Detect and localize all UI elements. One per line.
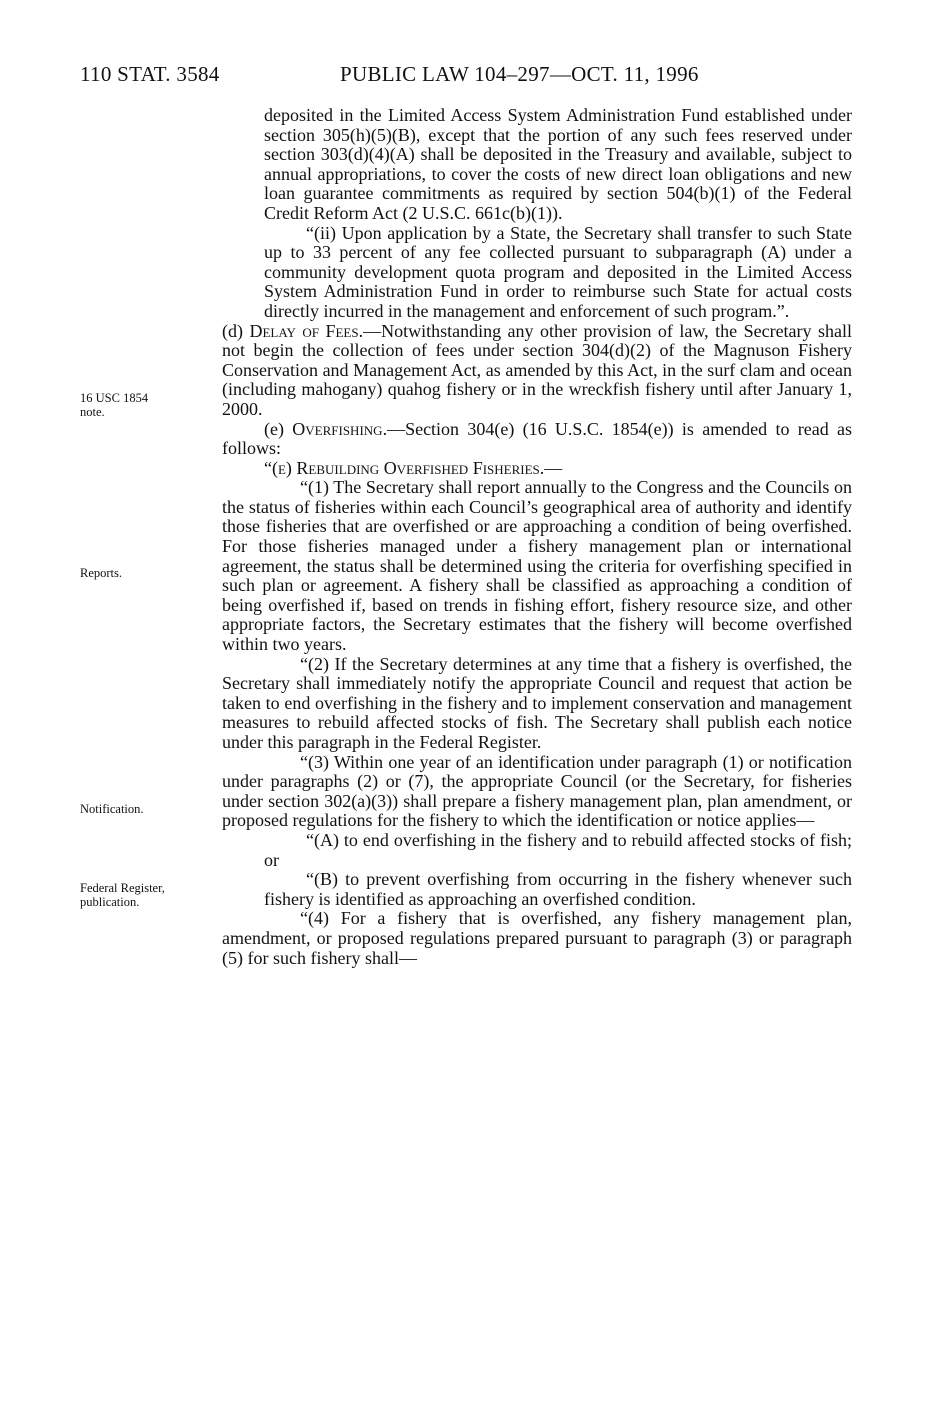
paragraph-3A: “(A) to end overfishing in the fishery and to rebuild affected stocks of fish; or — [264, 829, 852, 870]
paragraph-delay-of-fees — [222, 322, 852, 420]
subsection-d-label: (d) — [222, 320, 243, 341]
subsection-d-heading: Delay of Fees — [249, 320, 359, 341]
subsection-e-text: .—Section 304(e) (16 U.S.C. 1854(e)) is amended to read as follows: — [222, 418, 852, 459]
margin-note-fedreg-line2: publication. — [80, 895, 140, 909]
margin-note-notification: Notification. — [80, 802, 144, 816]
paragraph-2-notification: “(2) If the Secretary determines at any time that a fishery is overfished, the Secretary shall immediately notify the appropriate Council and request that action be taken to end overfishing in the fishery and to implement conservation and management measures to rebuild affected stocks of fish. The Secretary shall publish each notice under this paragraph in the Federal Register. — [222, 653, 852, 752]
margin-note-usc — [80, 391, 215, 419]
margin-note-usc-line1: 16 USC 1854 — [80, 391, 149, 405]
stat-page-number: 110 STAT. 3584 — [80, 62, 220, 86]
heading-rebuilding-overfished-fisheries: “(e) Rebuilding Overfished Fisheries.— — [264, 457, 563, 478]
margin-note-fedreg-line1: Federal Register, — [80, 881, 165, 895]
public-law-citation: PUBLIC LAW 104–297—OCT. 11, 1996 — [340, 62, 699, 86]
paragraph-3B: “(B) to prevent overfishing from occurring in the fishery whenever such fishery is identified as approaching an overfished condition. — [264, 869, 852, 909]
subsection-d-text: .—Notwithstanding any other provision of law, the Secretary shall not begin the collection of fees under section 304(d)(2) of the Magnuson Fishery Conservation and Management Act, as amended by this Act, in the surf clam and ocean (including mahogany) quahog fishery or in the wreckfish fishery until after January 1, 2000. — [222, 320, 852, 419]
paragraph-fund-deposit: deposited in the Limited Access System Administration Fund established under section 305(h)(5)(B), except that the portion of any such fees reserved under section 303(d)(4)(A) shall be deposited in the Treasury and available, subject to annual appropriations, to cover the costs of new direct loan obligations and new loan guarantee commitments as required by section 504(b)(1) of the Federal Credit Reform Act (2 U.S.C. 661c(b)(1)). — [264, 105, 852, 223]
subsection-e-heading: Overfishing — [292, 418, 383, 439]
margin-note-usc-line2: note. — [80, 405, 105, 419]
paragraph-state-transfer: “(ii) Upon application by a State, the Secretary shall transfer to such State up to 33 percent of any fee collected pursuant to subparagraph (A) under a community development quota program and deposited in the Limited Access System Administration Fund in order to reimburse such State for actual costs directly incurred in the management and enforcement of such program.”. — [264, 222, 852, 321]
paragraph-4-overfished: “(4) For a fishery that is overfished, any fishery management plan, amendment, or proposed regulations prepared pursuant to paragraph (3) or paragraph (5) for such fishery shall— — [222, 908, 852, 968]
paragraph-3-plan: “(3) Within one year of an identification under paragraph (1) or notification under paragraphs (2) or (7), the appropriate Council (or the Secretary, for fisheries under section 302(a)(3)) shall prepare a fishery management plan, plan amendment, or proposed regulations for the fishery to which the identification or notice applies— — [222, 751, 852, 831]
page-header — [0, 62, 948, 92]
subsection-e-label: (e) — [264, 418, 284, 439]
margin-note-reports: Reports. — [80, 566, 123, 580]
statute-body — [222, 106, 852, 968]
margin-note-federal-register — [80, 881, 215, 909]
paragraph-1-reports: “(1) The Secretary shall report annually to the Congress and the Councils on the status of fisheries within each Council’s geographical area of authority and identify those fisheries that are overfished or are approaching a condition of being overfished. For those fisheries managed under a fishery management plan or international agreement, the status shall be determined using the criteria for overfishing specified in such plan or agreement. A fishery shall be classified as approaching a condition of being overfished if, based on trends in fishing effort, fishery resource size, and other appropriate factors, the Secretary estimates that the fishery will become overfished within two years. — [222, 477, 852, 655]
paragraph-overfishing — [222, 420, 852, 459]
